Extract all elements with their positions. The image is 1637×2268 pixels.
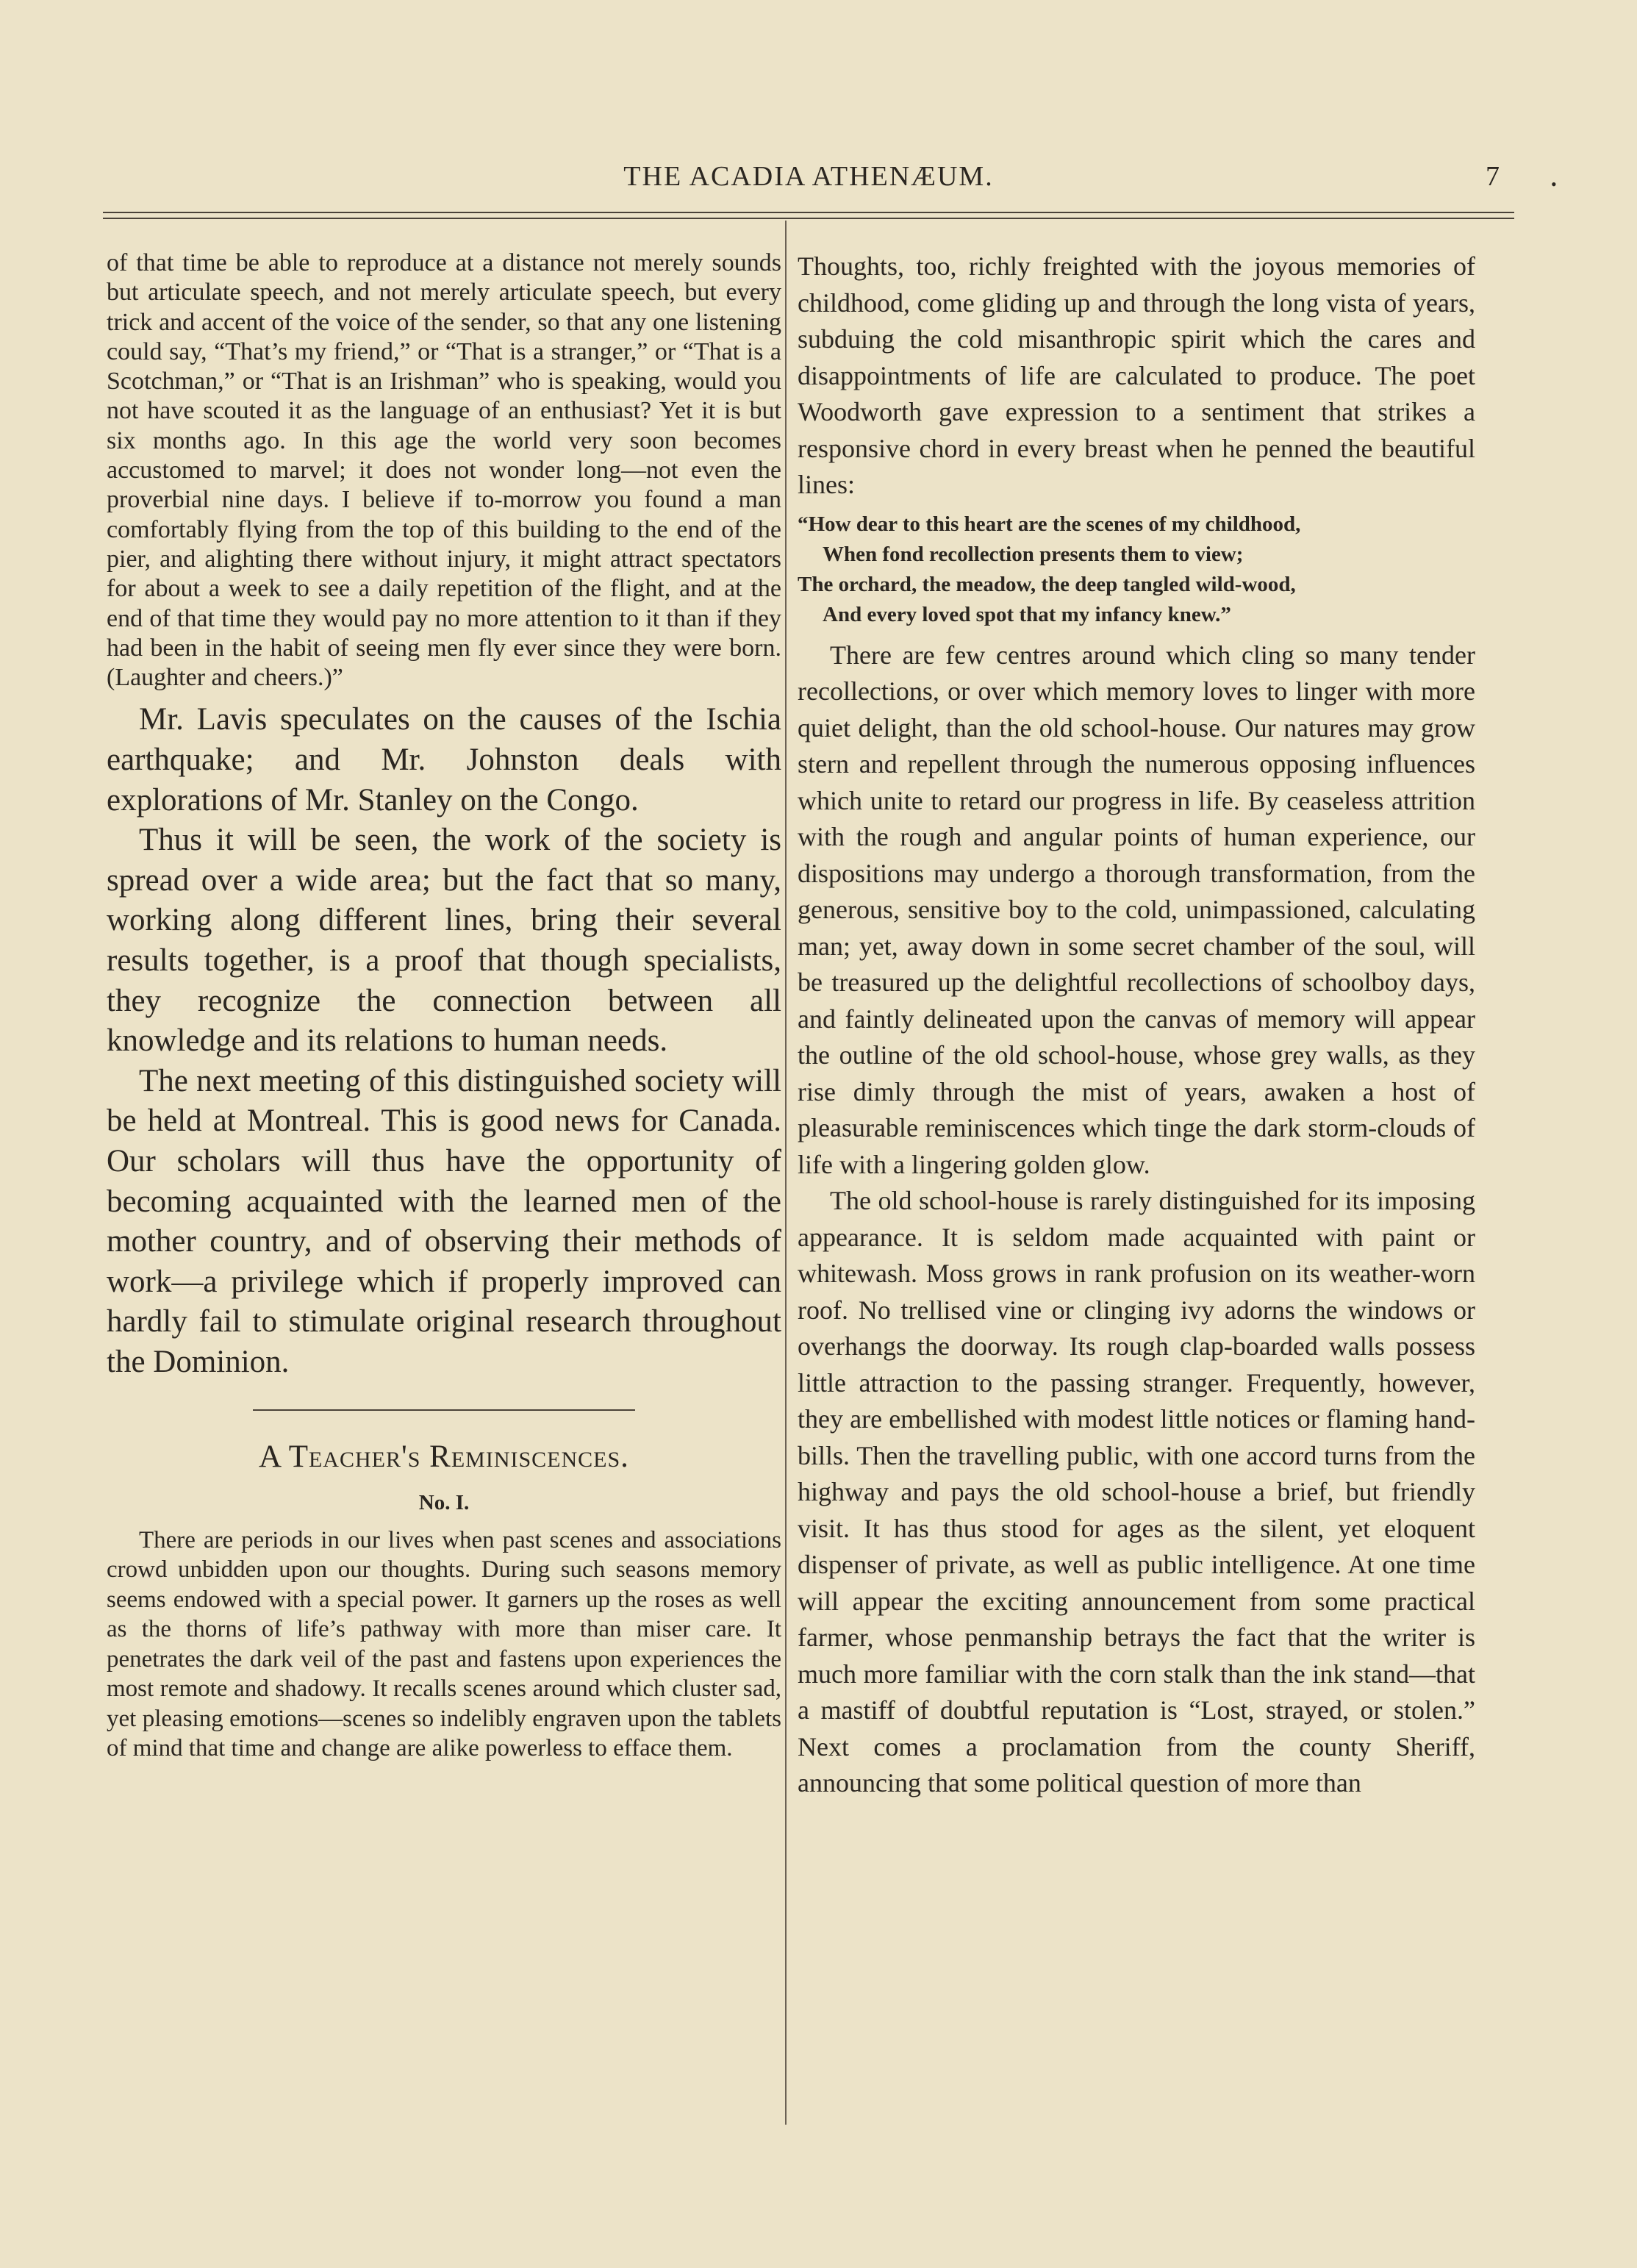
page-number: 7 — [1486, 161, 1500, 192]
paragraph-society: Thus it will be seen, the work of the society is spread over a wide area; but the fact that so many, working along different lines, bring their several results together, is a proof that though specialists, they recognize the connection between all knowledge and its relations to human needs. — [107, 823, 781, 1059]
poem-line: And every loved spot that my infancy knew.” — [823, 602, 1231, 626]
paragraph-school-house: The old school-house is rarely distinguished for its imposing appearance. It is seldom made acquainted with paint or whitewash. Moss grows in rank profusion on its weather-worn roof. No trellised vine or clinging ivy adorns the windows or overhangs the doorway. Its rough clap-boarded walls possess little attraction to the passing stranger. Frequently, however, they are embellished with modest little notices or flaming hand-bills. Then the travelling public, with one accord turns from the highway and pays the old school-house a brief, but friendly visit. It has thus stood for ages as the silent, yet eloquent dispenser of private, as well as public intelligence. At one time will appear the exciting announcement from some practical farmer, whose penmanship betrays the fact that the writer is much more familiar with the corn stalk than the ink stand—that a mastiff of doubtful reputation is “Lost, strayed, or stolen.” Next comes a proclamation from the county Sheriff, announcing that some political question of more than — [798, 1186, 1475, 1797]
paragraph-speech-quote: of that time be able to reproduce at a distance not merely sounds but articulate speech, and not merely articulate speech, but every trick and accent of the voice of the sender, so that any one listening could say, “That’s my friend,” or “That is a stranger,” or “That is a Scotchman,” or “That is an Irishman” who is speaking, would you not have scouted it as the language of an enthusiast? Yet it is but six months ago. In this age the world very soon becomes accustomed to marvel; it does not wonder long—not even the proverbial nine days. I believe if to-morrow you found a man comfortably flying from the top of this building to the end of the pier, and alighting there without injury, it might attract spectators for about a week to see a daily repetition of the flight, and at the end of that time they would pay no more attention to it than if they had been in the habit of seeing men fly ever since they were born. (Laughter and cheers.)” — [107, 249, 781, 692]
paragraph-thoughts: Thoughts, too, richly freighted with the joyous memories of childhood, come gliding up and through the long vista of years, subduing the cold misanthropic spirit which the cares and disappointments of life are calculated to produce. The poet Woodworth gave expression to a sentiment that strikes a responsive chord in every breast when he penned the beautiful lines: — [798, 251, 1475, 499]
poem-quote — [798, 509, 1475, 630]
paragraph-lavis: Mr. Lavis speculates on the causes of the Ischia earthquake; and Mr. Johnston deals with explorations of Mr. Stanley on the Congo. — [107, 702, 781, 818]
poem-line: The orchard, the meadow, the deep tangled wild-wood, — [798, 572, 1296, 596]
publication-title: THE ACADIA ATHENÆUM. — [623, 161, 994, 192]
header-rule-top — [103, 212, 1514, 213]
column-divider — [785, 221, 787, 2125]
right-column — [798, 248, 1475, 1802]
article-title: A Teacher's Reminiscences. — [259, 1439, 629, 1474]
poem-line: “How dear to this heart are the scenes of my childhood, — [798, 512, 1301, 536]
article-subtitle: No. I. — [418, 1490, 470, 1514]
header-rule-bottom — [103, 218, 1514, 219]
paragraph-next-meeting: The next meeting of this distinguished society will be held at Montreal. This is good news for Canada. Our scholars will thus have the opportunity of becoming acquainted with the learned men of the mother country, and of observing their methods of work—a privilege which if properly improved can hardly fail to stimulate original research throughout the Dominion. — [107, 1063, 781, 1379]
printing-mark: • — [1551, 175, 1557, 193]
paragraph-centres: There are few centres around which cling so many tender recollections, or over which memory loves to linger with more quiet delight, than the old school-house. Our natures may grow stern and repellent through the numerous opposing influences which unite to retard our progress in life. By ceaseless attrition with the rough and angular points of human experience, our dispositions may undergo a thorough transformation, from the generous, sensitive boy to the cold, unimpassioned, calculating man; yet, away down in some secret chamber of the soul, will be treasured up the delightful recollections of schoolboy days, and faintly delineated upon the canvas of memory will appear the outline of the old school-house, whose grey walls, as they rise dimly through the mist of years, awaken a host of pleasurable reminiscences which tinge the dark storm-clouds of life with a lingering golden glow. — [798, 640, 1475, 1179]
running-head — [103, 160, 1514, 197]
poem-line: When fond recollection presents them to view; — [823, 542, 1244, 566]
paragraph-periods: There are periods in our lives when past scenes and associations crowd unbidden upon our thoughts. During such seasons memory seems endowed with a special power. It garners up the roses as well as the thorns of life’s pathway with more than miser care. It penetrates the dark veil of the past and fastens upon experiences the most remote and shadowy. It recalls scenes around which cluster sad, yet pleasing emotions—scenes so indelibly engraven upon the tablets of mind that time and change are alike powerless to efface them. — [107, 1526, 781, 1762]
section-divider — [253, 1409, 635, 1411]
left-column — [107, 248, 781, 1764]
